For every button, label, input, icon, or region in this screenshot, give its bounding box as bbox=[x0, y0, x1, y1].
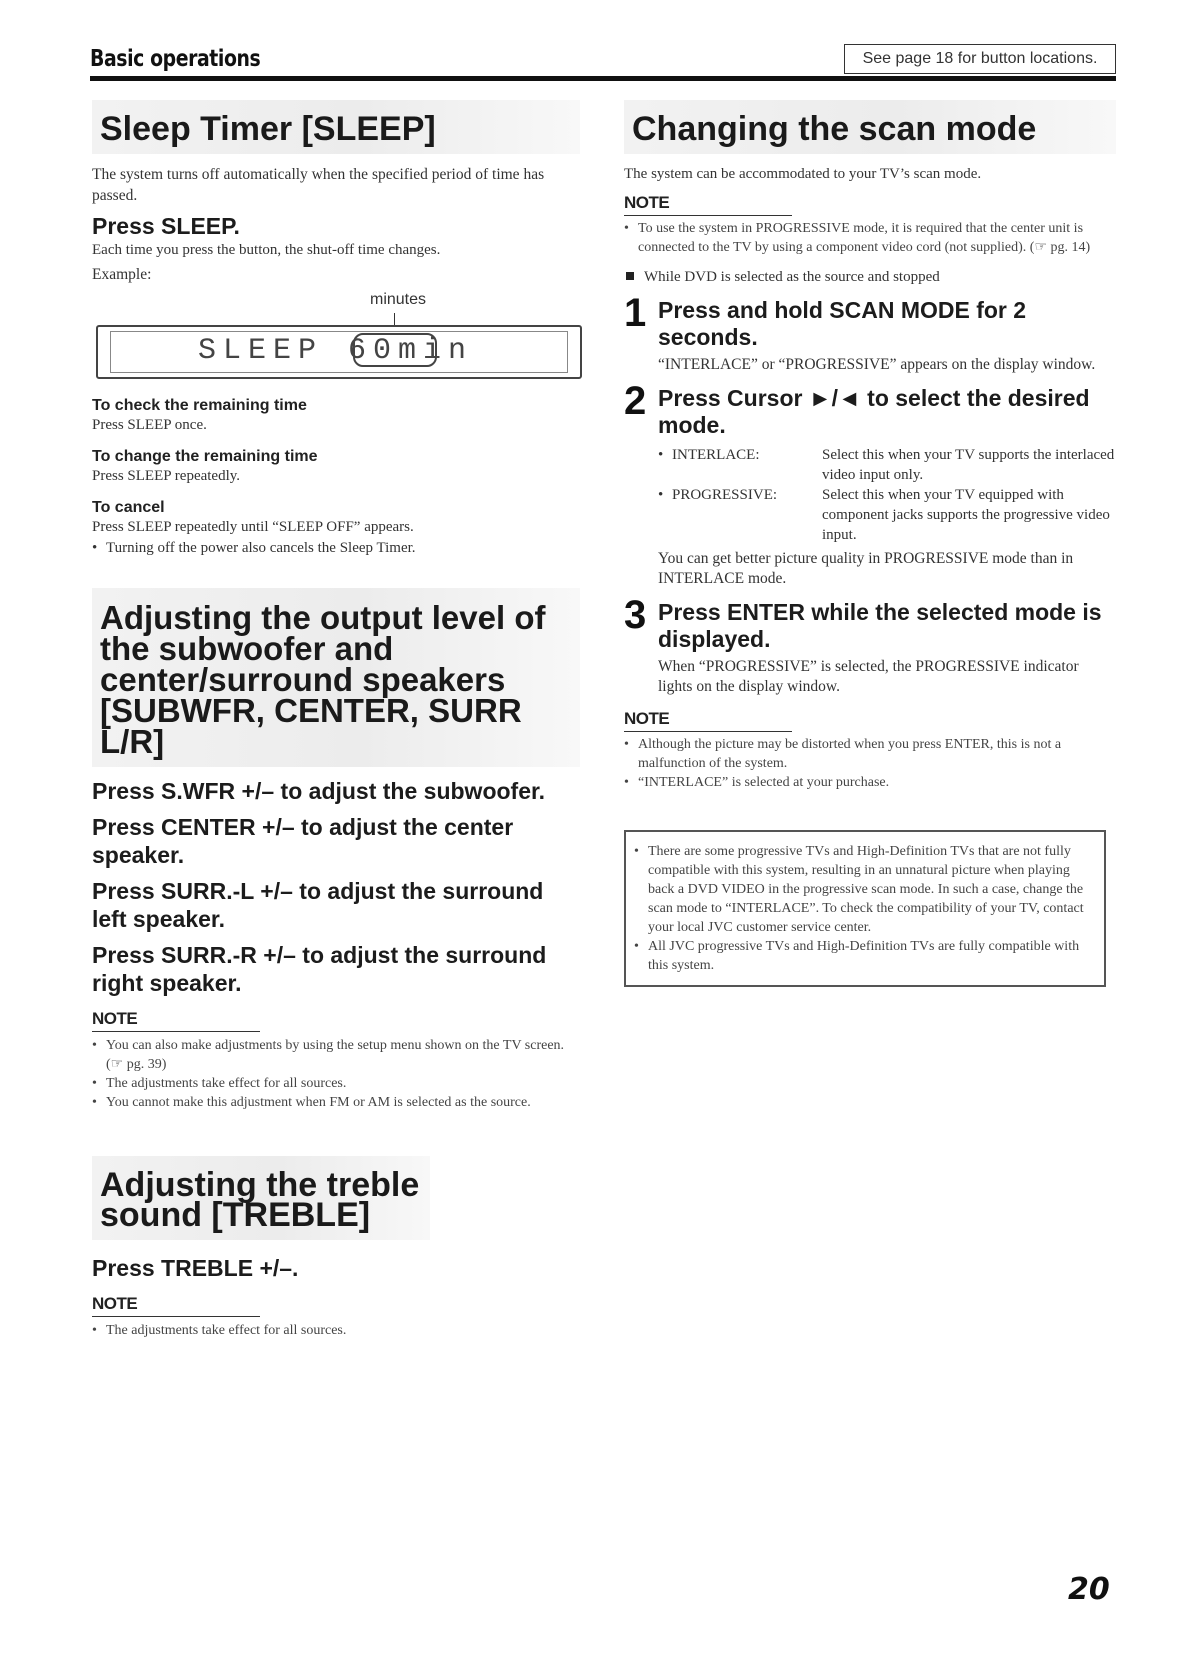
scan-note2-item: • Although the picture may be distorted when you press ENTER, this is not a malfunction of the system. bbox=[624, 735, 1116, 773]
display-window bbox=[96, 325, 582, 379]
option-desc: Select this when your TV supports the interlaced video input only. bbox=[822, 447, 1115, 483]
output-note-item: • The adjustments take effect for all sources. bbox=[92, 1074, 580, 1093]
step-body: “INTERLACE” or “PROGRESSIVE” appears on the display window. bbox=[658, 356, 1096, 373]
scan-mode-options bbox=[658, 445, 1116, 545]
output-note-item: • You cannot make this adjustment when FM or AM is selected as the source. bbox=[92, 1093, 580, 1112]
output-note-item: • You can also make adjustments by using the setup menu shown on the TV screen. (☞ pg. 39) bbox=[92, 1036, 580, 1074]
scan-note2-heading: NOTE bbox=[624, 709, 792, 732]
sleep-intro: The system turns off automatically when the specified period of time has passed. bbox=[92, 166, 545, 204]
option-interlace bbox=[658, 445, 1116, 485]
output-note-heading: NOTE bbox=[92, 1009, 260, 1032]
button-location-reference: See page 18 for button locations. bbox=[844, 44, 1116, 74]
header-divider bbox=[90, 76, 1116, 81]
sleep-timer-heading: Sleep Timer [SLEEP] bbox=[92, 100, 580, 154]
minutes-unit-highlight bbox=[353, 333, 437, 367]
step-number: 2 bbox=[624, 379, 647, 423]
option-desc: Select this when your TV equipped with component jacks supports the progressive video input. bbox=[822, 487, 1110, 543]
cancel-heading: To cancel bbox=[92, 499, 165, 516]
treble-note-heading: NOTE bbox=[92, 1294, 260, 1317]
display-readout: SLEEP 60min bbox=[198, 334, 474, 368]
press-surr-r: Press SURR.-R +/– to adjust the surround right speaker. bbox=[92, 942, 547, 996]
check-remaining-text: Press SLEEP once. bbox=[92, 417, 207, 433]
change-remaining-text: Press SLEEP repeatedly. bbox=[92, 468, 241, 484]
step-title: Press ENTER while the selected mode is displayed. bbox=[658, 599, 1102, 652]
press-swfr: Press S.WFR +/– to adjust the subwoofer. bbox=[92, 778, 546, 804]
scan-note-item: • To use the system in PROGRESSIVE mode, it is required that the center unit is connected to the TV by using a component video cord (not supplied). (☞ pg. 14) bbox=[624, 219, 1116, 257]
minutes-callout: minutes bbox=[370, 291, 427, 308]
treble-note-item: • The adjustments take effect for all sources. bbox=[92, 1321, 580, 1340]
option-progressive bbox=[658, 485, 1116, 545]
step-title: Press and hold SCAN MODE for 2 seconds. bbox=[658, 297, 1027, 350]
option-key: • PROGRESSIVE: bbox=[658, 485, 822, 545]
output-level-heading: Adjusting the output level of the subwoofer and center/surround speakers [SUBWFR, CENTER, SURR L/R] bbox=[92, 588, 580, 767]
cancel-text: Press SLEEP repeatedly until “SLEEP OFF” appears. bbox=[92, 519, 414, 535]
output-note-list bbox=[92, 1036, 580, 1112]
sleep-example-label: Example: bbox=[92, 266, 152, 283]
scan-note-heading: NOTE bbox=[624, 193, 792, 216]
compatibility-item: • All JVC progressive TVs and High-Definition TVs are fully compatible with this system. bbox=[634, 937, 1094, 975]
scan-condition: While DVD is selected as the source and stopped bbox=[624, 267, 1116, 287]
left-column bbox=[92, 100, 580, 1340]
treble-heading: Adjusting the treble sound [TREBLE] bbox=[92, 1156, 430, 1240]
option-key: • INTERLACE: bbox=[658, 445, 822, 485]
scan-intro: The system can be accommodated to your TV’s scan mode. bbox=[624, 166, 982, 182]
scan-mode-heading: Changing the scan mode bbox=[624, 100, 1116, 154]
press-treble: Press TREBLE +/–. bbox=[92, 1255, 299, 1281]
scan-note2-item: • “INTERLACE” is selected at your purchase. bbox=[624, 773, 1116, 792]
sleep-each-time: Each time you press the button, the shut-off time changes. bbox=[92, 242, 441, 258]
step-3 bbox=[624, 593, 1116, 697]
press-surr-l: Press SURR.-L +/– to adjust the surround left speaker. bbox=[92, 878, 544, 932]
step-2 bbox=[624, 379, 1116, 589]
step-title: Press Cursor ►/◄ to select the desired mode. bbox=[658, 385, 1090, 438]
compatibility-box bbox=[624, 830, 1106, 987]
press-sleep: Press SLEEP. bbox=[92, 213, 240, 239]
check-remaining-heading: To check the remaining time bbox=[92, 397, 307, 414]
step-1 bbox=[624, 291, 1116, 375]
compatibility-item: • There are some progressive TVs and High-Definition TVs that are not fully compatible with this system, resulting in an unnatural picture when playing back a DVD VIDEO in the progressive scan mode. In such a case, change the scan mode to “INTERLACE”. To check the compatibility of your TV, contact your local JVC customer service center. bbox=[634, 842, 1094, 937]
page-number: 20 bbox=[1068, 1572, 1110, 1607]
step-number: 1 bbox=[624, 291, 647, 335]
page-header-title: Basic operations bbox=[90, 46, 261, 72]
step-number: 3 bbox=[624, 593, 647, 637]
change-remaining-heading: To change the remaining time bbox=[92, 448, 318, 465]
step-body: When “PROGRESSIVE” is selected, the PROGRESSIVE indicator lights on the display window. bbox=[658, 658, 1079, 695]
right-column bbox=[624, 100, 1116, 987]
press-center: Press CENTER +/– to adjust the center speaker. bbox=[92, 814, 514, 868]
step-body: You can get better picture quality in PROGRESSIVE mode than in INTERLACE mode. bbox=[658, 550, 1074, 587]
cancel-bullet: • Turning off the power also cancels the Sleep Timer. bbox=[92, 538, 580, 558]
sleep-display-illustration bbox=[92, 291, 580, 385]
